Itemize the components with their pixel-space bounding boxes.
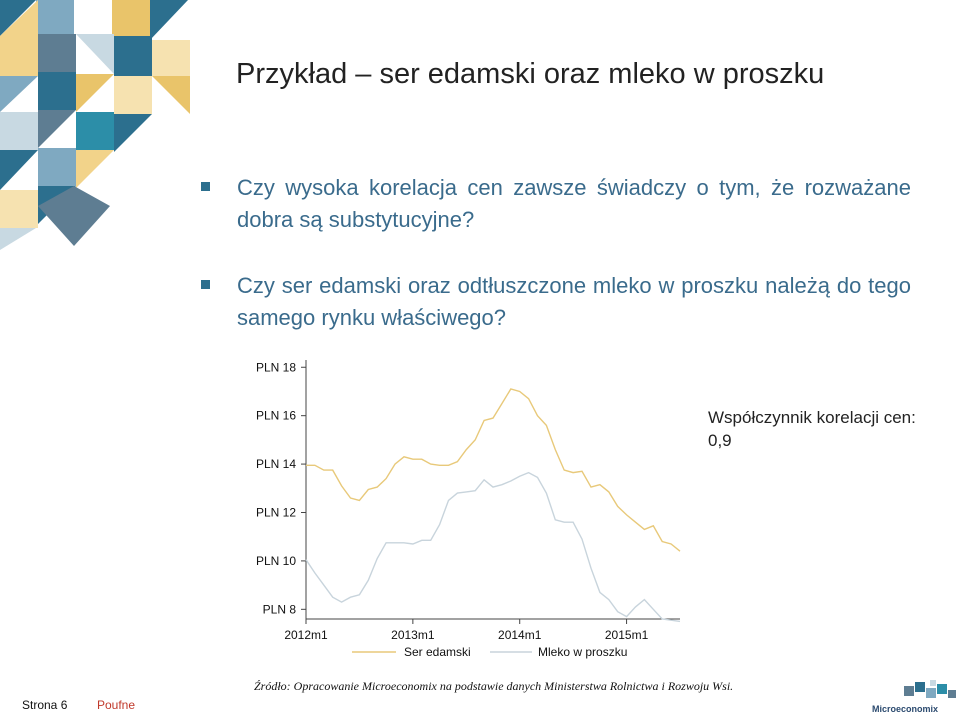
- confidential-label: Poufne: [97, 698, 136, 712]
- square-bullet-icon: [201, 182, 210, 191]
- y-tick-label: PLN 12: [255, 505, 296, 520]
- price-chart: [232, 346, 694, 672]
- legend-label: Ser edamski: [404, 645, 471, 659]
- y-tick-label: PLN 16: [255, 408, 296, 423]
- bullet-text: Czy ser edamski oraz odtłuszczone mleko w proszku należą do tego samego rynku właściwego?: [237, 273, 911, 330]
- x-tick-label: 2014m1: [498, 628, 542, 642]
- decorative-pattern: [0, 0, 200, 250]
- series-line-cheese: [306, 389, 680, 551]
- y-tick-label: PLN 10: [255, 553, 296, 568]
- series-line-milk: [306, 473, 680, 622]
- y-tick-label: PLN 18: [255, 360, 296, 375]
- bullet-text: Czy wysoka korelacja cen zawsze świadczy o tym, że rozważane dobra są substytucyjne?: [237, 175, 911, 232]
- y-tick-label: PLN 8: [262, 602, 296, 617]
- bullet-item: [201, 270, 911, 334]
- slide-title: Przykład – ser edamski oraz mleko w proszku: [236, 58, 825, 90]
- page-number: Strona 6: [22, 698, 68, 712]
- logo-text: Microeconomix: [872, 704, 939, 714]
- x-tick-label: 2013m1: [391, 628, 435, 642]
- legend-label: Mleko w proszku: [538, 645, 628, 659]
- chart-svg: [232, 346, 694, 672]
- source-note: Źródło: Opracowanie Microeconomix na podstawie danych Ministerstwa Rolnictwa i Rozwoju Wsi.: [254, 679, 734, 693]
- correlation-note: Współczynnik korelacji cen: 0,9: [708, 408, 916, 450]
- y-tick-label: PLN 14: [255, 457, 296, 472]
- x-tick-label: 2015m1: [604, 628, 649, 642]
- x-tick-label: 2012m1: [284, 628, 328, 642]
- bullet-item: [201, 172, 911, 236]
- square-bullet-icon: [201, 280, 210, 289]
